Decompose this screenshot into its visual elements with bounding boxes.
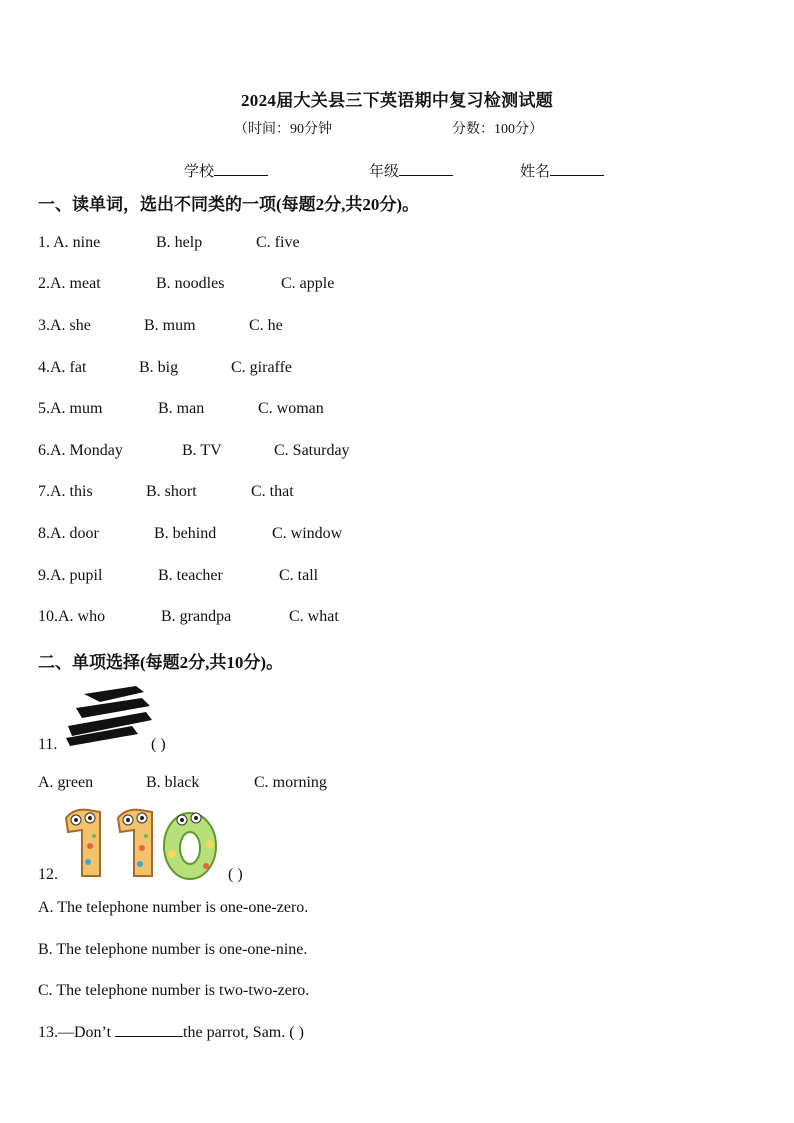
q13-answer-paren[interactable]: ( ) bbox=[289, 1024, 304, 1041]
q9-a: 9.A. pupil bbox=[38, 567, 103, 584]
section1-heading: 一、读单词，选出不同类的一项(每题2分,共20分)。 bbox=[38, 195, 420, 214]
q10-a: 10.A. who bbox=[38, 608, 106, 625]
exam-score: 分数：100分） bbox=[452, 122, 543, 137]
name-field bbox=[520, 160, 604, 181]
q1-a: 1. A. nine bbox=[38, 234, 101, 251]
q3-a: 3.A. she bbox=[38, 317, 91, 334]
grade-label: 年级 bbox=[369, 164, 400, 180]
q11-b: B. black bbox=[146, 774, 200, 791]
q12-c: C. The telephone number is two-two-zero. bbox=[38, 982, 310, 999]
q4-b: B. big bbox=[139, 359, 179, 376]
q13-line bbox=[38, 1024, 304, 1042]
q1-c: C. five bbox=[256, 234, 300, 251]
q11-c: C. morning bbox=[254, 774, 327, 791]
q12-number: 12. bbox=[38, 866, 58, 883]
q7-c: C. that bbox=[251, 483, 294, 500]
q11-answer-paren[interactable]: ( ) bbox=[151, 736, 166, 753]
q13-blank[interactable] bbox=[115, 1036, 183, 1037]
q12-b: B. The telephone number is one-one-nine. bbox=[38, 941, 308, 958]
school-label: 学校 bbox=[184, 164, 215, 180]
q11-number: 11. bbox=[38, 736, 58, 753]
page-title: 2024届大关县三下英语期中复习检测试题 bbox=[241, 91, 553, 110]
q4-a: 4.A. fat bbox=[38, 359, 87, 376]
grade-blank[interactable] bbox=[399, 175, 453, 176]
q8-b: B. behind bbox=[154, 525, 217, 542]
q12-answer-paren[interactable]: ( ) bbox=[228, 866, 243, 883]
q6-b: B. TV bbox=[182, 442, 222, 459]
q13-start: 13.—Don’t bbox=[38, 1024, 112, 1041]
q2-a: 2.A. meat bbox=[38, 275, 101, 292]
q5-c: C. woman bbox=[258, 400, 324, 417]
q13-end: the parrot, Sam. bbox=[183, 1024, 286, 1041]
exam-time: （时间：90分钟 bbox=[234, 122, 332, 137]
q1-b: B. help bbox=[156, 234, 203, 251]
q6-a: 6.A. Monday bbox=[38, 442, 123, 459]
q8-a: 8.A. door bbox=[38, 525, 99, 542]
q2-c: C. apple bbox=[281, 275, 335, 292]
q8-c: C. window bbox=[272, 525, 343, 542]
q3-c: C. he bbox=[249, 317, 283, 334]
q10-b: B. grandpa bbox=[161, 608, 232, 625]
school-blank[interactable] bbox=[214, 175, 268, 176]
school-field bbox=[184, 160, 268, 181]
q7-a: 7.A. this bbox=[38, 483, 93, 500]
q12-a: A. The telephone number is one-one-zero. bbox=[38, 899, 309, 916]
grade-field bbox=[369, 160, 453, 181]
q11-a: A. green bbox=[38, 774, 94, 791]
q9-b: B. teacher bbox=[158, 567, 223, 584]
q9-c: C. tall bbox=[279, 567, 319, 584]
q4-c: C. giraffe bbox=[231, 359, 293, 376]
cartoon-number-110-image bbox=[60, 806, 222, 882]
name-blank[interactable] bbox=[550, 175, 604, 176]
q10-c: C. what bbox=[289, 608, 339, 625]
q7-b: B. short bbox=[146, 483, 197, 500]
name-label: 姓名 bbox=[520, 164, 551, 180]
q5-b: B. man bbox=[158, 400, 205, 417]
black-paint-stroke-image bbox=[62, 684, 154, 748]
q3-b: B. mum bbox=[144, 317, 196, 334]
section2-heading: 二、单项选择(每题2分,共10分)。 bbox=[38, 653, 284, 672]
q6-c: C. Saturday bbox=[274, 442, 350, 459]
q5-a: 5.A. mum bbox=[38, 400, 103, 417]
q2-b: B. noodles bbox=[156, 275, 225, 292]
